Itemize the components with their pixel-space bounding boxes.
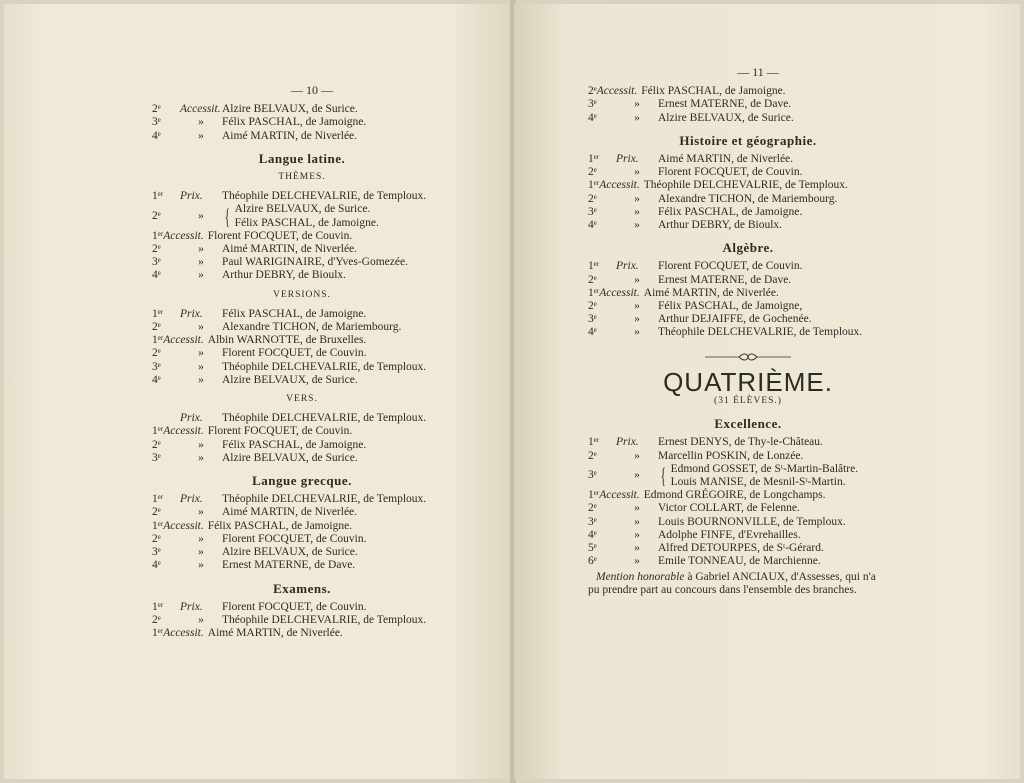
subsection-heading: VERS. <box>286 394 318 405</box>
award-label: » <box>634 449 640 462</box>
award-label: Accessit. <box>163 425 204 438</box>
award-recipient: Aimé MARTIN, de Niverlée. <box>222 129 358 142</box>
award-row <box>152 506 452 519</box>
award-label: Accessit. <box>163 334 204 347</box>
award-label: » <box>198 559 204 572</box>
award-row <box>152 374 452 387</box>
award-list <box>588 436 908 462</box>
award-label: Prix. <box>180 307 203 320</box>
award-recipient: Louis BOURNONVILLE, de Temploux. <box>658 515 846 528</box>
award-label: » <box>198 129 204 142</box>
award-rank: 2ᵉ <box>152 613 161 626</box>
award-label: » <box>634 502 640 515</box>
award-label: » <box>198 506 204 519</box>
award-rank: 3ᵉ <box>152 256 161 269</box>
award-recipient: Arthur DEJAIFFE, de Gochenée. <box>658 313 812 326</box>
award-row <box>152 533 452 546</box>
award-row <box>152 256 452 269</box>
award-rank: 2ᵉ <box>152 103 161 116</box>
award-label: » <box>634 300 640 313</box>
award-recipient: Théophile DELCHEVALRIE, de Temploux. <box>643 179 848 192</box>
award-label: Accessit. <box>163 627 204 640</box>
award-row <box>152 103 452 116</box>
award-rank: 1ᵉʳ <box>152 190 164 203</box>
mention-text: à Gabriel ANCIAUX, d'Assesses, qui n'a pu prendre part au concours dans l'ensemble des branches. <box>588 570 876 596</box>
award-recipient: Florent FOCQUET, de Couvin. <box>222 347 367 360</box>
award-rank: 1ᵉʳ <box>152 425 164 438</box>
award-rank: 2ᵉ <box>152 347 161 360</box>
left-page-content <box>152 84 452 640</box>
award-label: » <box>634 326 640 339</box>
award-recipient: Félix PASCHAL, de Jamoigne. <box>222 438 367 451</box>
award-rank: 4ᵉ <box>588 219 597 232</box>
award-row <box>152 334 452 347</box>
award-rank: 4ᵉ <box>588 528 597 541</box>
award-row <box>588 287 908 300</box>
award-row <box>588 489 908 502</box>
award-label: » <box>198 269 204 282</box>
award-row <box>152 601 452 614</box>
award-rank: 4ᵉ <box>152 559 161 572</box>
page-number: — 10 — <box>291 83 333 97</box>
award-recipient: Félix PASCHAL, de Jamoigne. <box>222 116 367 129</box>
award-row <box>152 614 452 627</box>
award-recipient: Albin WARNOTTE, de Bruxelles. <box>207 334 367 347</box>
award-recipient: Théophile DELCHEVALRIE, de Temploux. <box>222 190 427 203</box>
award-row <box>152 439 452 452</box>
award-recipient: Florent FOCQUET, de Couvin. <box>222 532 367 545</box>
award-label: » <box>634 313 640 326</box>
award-rank: 2ᵉ <box>588 449 597 462</box>
award-row <box>588 260 908 273</box>
honorable-mention <box>588 571 888 597</box>
award-rank: 1ᵉʳ <box>588 179 600 192</box>
award-rank: 6ᵉ <box>588 555 597 568</box>
award-rank: 2ᵉ <box>152 210 161 223</box>
ornament-icon <box>703 352 793 362</box>
award-rank: 2ᵉ <box>152 243 161 256</box>
award-list <box>588 153 908 232</box>
award-label: » <box>634 542 640 555</box>
award-recipient: Théophile DELCHEVALRIE, de Temploux. <box>222 493 427 506</box>
award-row <box>588 542 908 555</box>
section-heading: Algèbre. <box>722 240 774 256</box>
award-recipient: Aimé MARTIN, de Niverlée. <box>222 243 358 256</box>
award-row <box>588 206 908 219</box>
award-recipient: Théophile DELCHEVALRIE, de Temploux. <box>222 613 427 626</box>
award-recipient: Edmond GOSSET, de Sᵗ-Martin-Balâtre. <box>670 462 859 475</box>
award-rank: 3ᵉ <box>588 515 597 528</box>
award-row <box>588 85 908 98</box>
award-label: Prix. <box>616 436 639 449</box>
award-recipient: Florent FOCQUET, de Couvin. <box>207 229 353 242</box>
award-recipient: Ernest MATERNE, de Dave. <box>658 273 792 286</box>
tied-recipients <box>671 463 859 489</box>
award-rank: 3ᵉ <box>588 469 597 482</box>
award-row <box>152 452 452 465</box>
award-label: » <box>634 166 640 179</box>
award-rank: 2ᵉ <box>588 192 597 205</box>
award-row <box>152 230 452 243</box>
award-rank: 1ᵉʳ <box>588 489 600 502</box>
award-recipient: Félix PASCHAL, de Jamoigne, <box>658 300 803 313</box>
award-row <box>152 361 452 374</box>
award-label: Prix. <box>180 412 203 425</box>
award-label: » <box>634 469 640 482</box>
award-label: Accessit. <box>163 229 204 242</box>
award-label: » <box>198 256 204 269</box>
award-label: Accessit. <box>599 286 640 299</box>
award-row <box>152 269 452 282</box>
award-label: Prix. <box>180 600 203 613</box>
tied-recipients <box>235 203 379 229</box>
award-row <box>588 153 908 166</box>
award-row <box>588 274 908 287</box>
award-rank: 1ᵉʳ <box>152 229 164 242</box>
award-label: » <box>634 273 640 286</box>
award-rank: 1ᵉʳ <box>152 493 164 506</box>
award-recipient: Alzire BELVAUX, de Surice. <box>222 103 358 116</box>
award-rank: 3ᵉ <box>588 205 597 218</box>
award-label: Accessit. <box>599 179 640 192</box>
award-label: » <box>198 116 204 129</box>
award-recipient: Félix PASCHAL, de Jamoigne. <box>222 307 367 320</box>
subsection-heading: THÈMES. <box>278 172 326 183</box>
award-rank: 4ᵉ <box>152 129 161 142</box>
award-rank: 4ᵉ <box>588 111 597 124</box>
award-label: Accessit. <box>596 85 638 98</box>
award-row <box>152 520 452 533</box>
award-label: » <box>198 532 204 545</box>
award-list <box>152 601 452 641</box>
award-recipient: Alfred DETOURPES, de Sᵗ-Gérard. <box>658 542 824 555</box>
award-rank: 3ᵉ <box>152 451 161 464</box>
award-rank: 2ᵉ <box>588 166 597 179</box>
award-row <box>152 190 452 203</box>
tied-award <box>588 463 908 489</box>
award-row <box>588 193 908 206</box>
award-row <box>588 326 908 339</box>
award-list <box>152 190 452 203</box>
award-recipient: Florent FOCQUET, de Couvin. <box>222 600 367 613</box>
award-label: Prix. <box>180 190 203 203</box>
section-heading: Examens. <box>273 580 331 596</box>
award-recipient: Arthur DEBRY, de Bioulx. <box>222 269 347 282</box>
award-recipient: Théophile DELCHEVALRIE, de Temploux. <box>222 412 427 425</box>
section-heading: Histoire et géographie. <box>679 132 817 148</box>
award-recipient: Ernest DENYS, de Thy-le-Château. <box>658 436 823 449</box>
award-label: Accessit. <box>599 489 640 502</box>
award-rank: 1ᵉʳ <box>152 334 164 347</box>
award-rank: 3ᵉ <box>152 546 161 559</box>
award-recipient: Florent FOCQUET, de Couvin. <box>658 260 803 273</box>
award-label: Prix. <box>616 260 639 273</box>
award-list <box>588 85 908 125</box>
award-label: » <box>634 205 640 218</box>
award-row <box>588 436 908 449</box>
award-row <box>588 516 908 529</box>
award-recipient: Alexandre TICHON, de Mariembourg. <box>222 321 402 334</box>
section-heading: Langue latine. <box>258 150 346 166</box>
award-label: Prix. <box>180 493 203 506</box>
award-label: » <box>634 111 640 124</box>
award-label: Accessit. <box>163 519 204 532</box>
award-list <box>152 308 452 387</box>
award-rank: 5ᵉ <box>588 542 597 555</box>
award-recipient: Aimé MARTIN, de Niverlée. <box>207 627 343 640</box>
award-recipient: Félix PASCHAL, de Jamoigne. <box>234 216 379 229</box>
award-list <box>152 412 452 465</box>
award-recipient: Edmond GRÉGOIRE, de Longchamps. <box>643 489 826 502</box>
award-row <box>588 502 908 515</box>
award-rank: 1ᵉʳ <box>152 519 164 532</box>
brace-icon: { <box>660 463 666 489</box>
award-list <box>152 103 452 143</box>
student-count: (31 ÉLÈVES.) <box>714 396 782 407</box>
award-row <box>152 347 452 360</box>
award-rank: 1ᵉʳ <box>588 286 600 299</box>
award-recipient: Théophile DELCHEVALRIE, de Temploux. <box>658 326 863 339</box>
award-label: » <box>634 98 640 111</box>
award-rank: 1ᵉʳ <box>588 436 600 449</box>
award-recipient: Paul WARIGINAIRE, d'Yves-Gomezée. <box>222 256 408 269</box>
award-rank: 3ᵉ <box>588 313 597 326</box>
award-label: » <box>198 613 204 626</box>
award-recipient: Alzire BELVAUX, de Surice. <box>222 546 358 559</box>
right-page <box>514 4 1020 779</box>
award-row <box>152 321 452 334</box>
award-list <box>588 489 908 568</box>
award-rank: 2ᵉ <box>152 438 161 451</box>
award-row <box>152 130 452 143</box>
award-row <box>152 203 452 229</box>
award-rank: 1ᵉʳ <box>152 627 164 640</box>
award-rank: 4ᵉ <box>152 269 161 282</box>
award-rank: 3ᵉ <box>588 98 597 111</box>
award-label: » <box>198 373 204 386</box>
award-row <box>152 308 452 321</box>
award-label: » <box>634 528 640 541</box>
award-list <box>152 493 452 572</box>
award-row <box>152 425 452 438</box>
award-label: » <box>198 243 204 256</box>
award-recipient: Florent FOCQUET, de Couvin. <box>658 166 803 179</box>
award-label: » <box>198 546 204 559</box>
award-recipient: Ernest MATERNE, de Dave. <box>658 98 792 111</box>
award-row <box>152 412 452 425</box>
award-label: » <box>198 360 204 373</box>
brace-icon: { <box>224 203 230 229</box>
award-recipient: Aimé MARTIN, de Niverlée. <box>222 506 358 519</box>
award-rank: 2ᵉ <box>152 321 161 334</box>
award-rank: 4ᵉ <box>588 326 597 339</box>
award-label: Prix. <box>616 153 639 166</box>
award-label: » <box>634 192 640 205</box>
award-label: » <box>198 210 204 223</box>
award-row <box>152 116 452 129</box>
award-row <box>588 300 908 313</box>
award-recipient: Emile TONNEAU, de Marchienne. <box>658 555 821 568</box>
award-row <box>152 493 452 506</box>
award-list <box>588 260 908 339</box>
award-label: » <box>198 321 204 334</box>
page-number: — 11 — <box>737 65 779 79</box>
award-label: » <box>198 451 204 464</box>
award-rank: 1ᵉʳ <box>588 153 600 166</box>
award-rank: 2ᵉ <box>152 506 161 519</box>
award-label: » <box>198 438 204 451</box>
award-rank <box>152 412 180 425</box>
award-row <box>588 313 908 326</box>
award-rank: 1ᵉʳ <box>588 260 600 273</box>
award-rank: 1ᵉʳ <box>152 307 164 320</box>
award-recipient: Florent FOCQUET, de Couvin. <box>207 425 353 438</box>
section-heading: Excellence. <box>714 416 782 432</box>
award-rank: 4ᵉ <box>152 373 161 386</box>
award-recipient: Alzire BELVAUX, de Surice. <box>222 373 358 386</box>
ornament-divider <box>588 352 908 366</box>
award-recipient: Arthur DEBRY, de Bioulx. <box>658 219 783 232</box>
award-rank: 2ᵉ <box>588 85 597 98</box>
award-recipient: Louis MANISE, de Mesnil-Sᵗ-Martin. <box>670 476 846 489</box>
award-recipient: Félix PASCHAL, de Jamoigne. <box>641 85 786 98</box>
left-page <box>4 4 512 779</box>
award-label: Accessit. <box>180 103 221 116</box>
award-row <box>588 166 908 179</box>
award-recipient: Alzire BELVAUX, de Surice. <box>658 111 794 124</box>
award-recipient: Félix PASCHAL, de Jamoigne. <box>658 205 803 218</box>
right-page-content <box>588 66 908 597</box>
tied-award <box>152 203 452 229</box>
award-row <box>588 112 908 125</box>
award-recipient: Ernest MATERNE, de Dave. <box>222 559 356 572</box>
award-label: » <box>634 219 640 232</box>
award-rank: 3ᵉ <box>152 360 161 373</box>
award-label: » <box>634 515 640 528</box>
award-row <box>588 529 908 542</box>
award-recipient: Victor COLLART, de Felenne. <box>658 502 800 515</box>
mention-label: Mention honorable <box>596 570 685 583</box>
award-row <box>152 546 452 559</box>
award-row <box>588 450 908 463</box>
award-row <box>588 179 908 192</box>
award-row <box>152 559 452 572</box>
award-row <box>152 627 452 640</box>
award-recipient: Adolphe FINFE, d'Evrehailles. <box>658 528 801 541</box>
award-recipient: Théophile DELCHEVALRIE, de Temploux. <box>222 360 427 373</box>
award-recipient: Alzire BELVAUX, de Surice. <box>222 451 358 464</box>
subsection-heading: VERSIONS. <box>273 289 331 300</box>
award-row <box>152 243 452 256</box>
award-recipient: Alzire BELVAUX, de Surice. <box>234 203 371 216</box>
award-row <box>588 219 908 232</box>
award-rank: 2ᵉ <box>588 300 597 313</box>
award-row <box>588 463 908 489</box>
award-list <box>152 230 452 283</box>
award-recipient: Félix PASCHAL, de Jamoigne. <box>207 519 353 532</box>
award-recipient: Marcellin POSKIN, de Lonzée. <box>658 449 804 462</box>
award-rank: 2ᵉ <box>152 532 161 545</box>
award-row <box>588 98 908 111</box>
award-rank: 3ᵉ <box>152 116 161 129</box>
award-label: » <box>198 347 204 360</box>
award-rank: 2ᵉ <box>588 273 597 286</box>
award-label: » <box>634 555 640 568</box>
award-recipient: Aimé MARTIN, de Niverlée. <box>643 286 779 299</box>
award-rank: 1ᵉʳ <box>152 600 164 613</box>
section-heading: Langue grecque. <box>252 473 352 489</box>
class-title: QUATRIÈME. <box>663 366 833 397</box>
award-rank: 2ᵉ <box>588 502 597 515</box>
award-recipient: Aimé MARTIN, de Niverlée. <box>658 153 794 166</box>
award-row <box>588 555 908 568</box>
award-recipient: Alexandre TICHON, de Mariembourg. <box>658 192 838 205</box>
